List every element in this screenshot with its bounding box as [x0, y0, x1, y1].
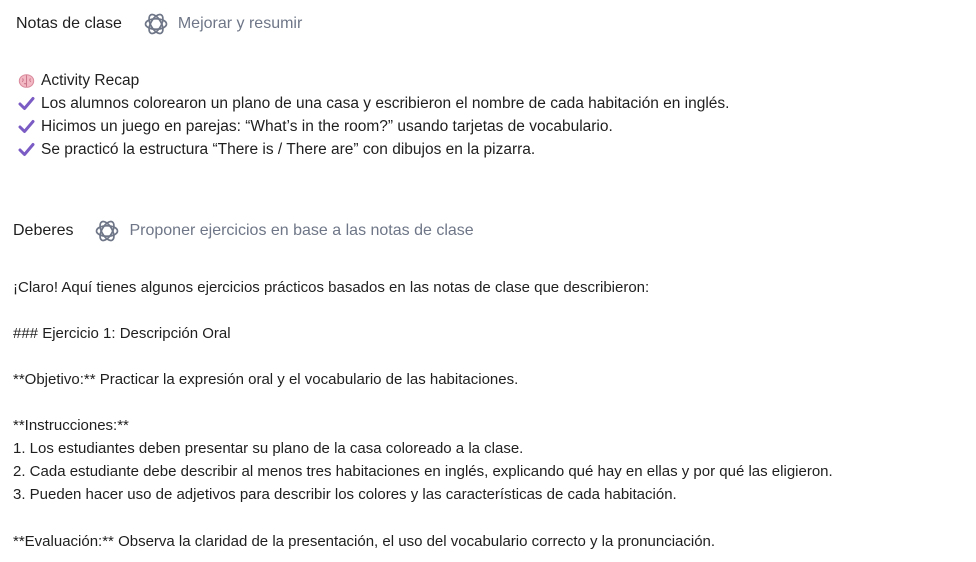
class-notes-header [16, 10, 302, 38]
openai-icon [142, 10, 170, 38]
instruction-item: 1. Los estudiantes deben presentar su plano de la casa coloreado a la clase. [13, 440, 524, 457]
openai-icon [93, 217, 121, 245]
recap-heading [18, 69, 729, 92]
homework-header [13, 217, 474, 245]
list-item [18, 92, 729, 115]
recap-list [18, 69, 729, 161]
recap-heading-text: Activity Recap [41, 72, 140, 89]
list-item-text: Se practicó la estructura “There is / There are” con dibujos en la pizarra. [41, 141, 536, 158]
class-notes-title: Notas de clase [16, 15, 122, 32]
improve-summarize-button[interactable] [142, 10, 302, 38]
list-item [18, 138, 729, 161]
check-icon [18, 118, 35, 135]
check-icon [18, 141, 35, 158]
list-item-text: Los alumnos colorearon un plano de una casa y escribieron el nombre de cada habitación en inglés. [41, 95, 730, 112]
instruction-item: 3. Pueden hacer uso de adjetivos para describir los colores y las características de cada habitación. [13, 486, 677, 503]
list-item [18, 115, 729, 138]
exercise-evaluation: **Evaluación:** Observa la claridad de la presentación, el uso del vocabulario correcto y la pronunciación. [13, 533, 716, 550]
list-item-text: Hicimos un juego en parejas: “What’s in the room?” usando tarjetas de vocabulario. [41, 118, 613, 135]
homework-title: Deberes [13, 222, 74, 239]
propose-exercises-label: Proponer ejercicios en base a las notas de clase [129, 222, 474, 239]
exercise-objective: **Objetivo:** Practicar la expresión oral y el vocabulario de las habitaciones. [13, 371, 519, 388]
improve-summarize-label: Mejorar y resumir [177, 15, 303, 32]
homework-intro: ¡Claro! Aquí tienes algunos ejercicios prácticos basados en las notas de clase que describieron: [13, 279, 650, 296]
propose-exercises-button[interactable] [93, 217, 473, 245]
instruction-item: 2. Cada estudiante debe describir al menos tres habitaciones en inglés, explicando qué hay en ellas y por qué las eligieron. [13, 463, 833, 480]
check-icon [18, 95, 35, 112]
brain-icon [18, 72, 35, 89]
exercise-title: ### Ejercicio 1: Descripción Oral [13, 325, 231, 342]
instructions-label: **Instrucciones:** [13, 417, 129, 434]
